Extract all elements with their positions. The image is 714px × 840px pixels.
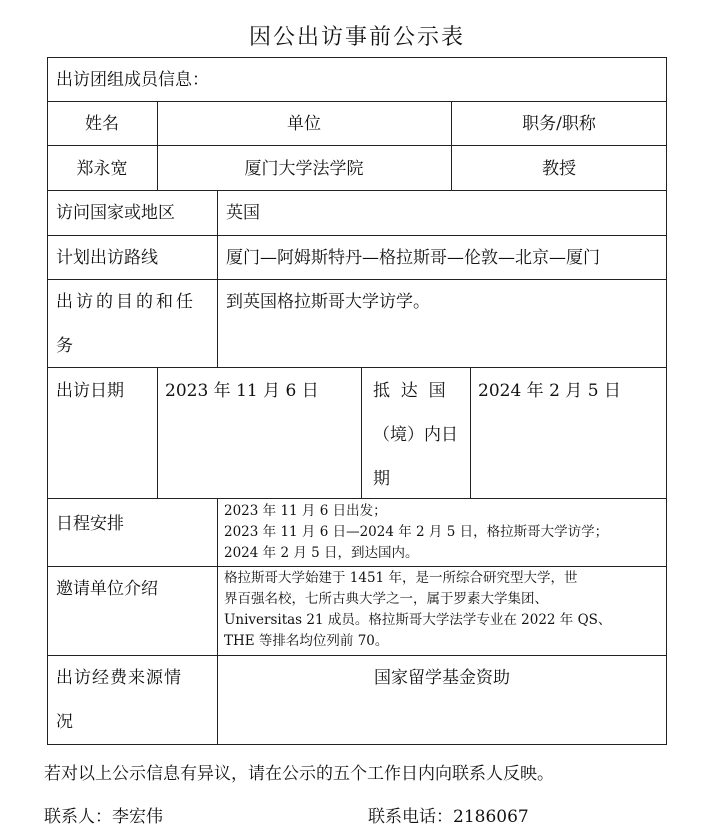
country-value: 英国 bbox=[226, 203, 260, 223]
row-divider bbox=[47, 190, 667, 191]
funding-label-line1: 出访经费来源情 bbox=[56, 668, 182, 688]
objection-notice: 若对以上公示信息有异议，请在公示的五个工作日内向联系人反映。 bbox=[44, 764, 554, 784]
row-divider bbox=[47, 566, 667, 567]
row-divider bbox=[47, 367, 667, 368]
member-title: 教授 bbox=[542, 159, 576, 179]
col-divider bbox=[470, 367, 471, 498]
country-label: 访问国家或地区 bbox=[56, 203, 175, 223]
schedule-line: 2023 年 11 月 6 日—2024 年 2 月 5 日，格拉斯哥大学访学； bbox=[224, 524, 609, 540]
purpose-label-line2: 务 bbox=[56, 336, 73, 356]
schedule-line: 2024 年 2 月 5 日，到达国内。 bbox=[224, 545, 419, 561]
purpose-value: 到英国格拉斯哥大学访学。 bbox=[226, 292, 430, 312]
header-unit: 单位 bbox=[287, 114, 321, 134]
funding-label-line2: 况 bbox=[56, 712, 73, 732]
return-date-label-line3: 期 bbox=[373, 469, 390, 489]
depart-date-label: 出访日期 bbox=[56, 381, 124, 401]
members-heading: 出访团组成员信息： bbox=[56, 70, 209, 90]
row-divider bbox=[47, 101, 667, 102]
funding-value: 国家留学基金资助 bbox=[374, 668, 510, 688]
route-value: 厦门—阿姆斯特丹—格拉斯哥—伦敦—北京—厦门 bbox=[226, 248, 600, 268]
return-date-label-line2: （境）内日 bbox=[373, 425, 458, 445]
depart-date-value: 2023 年 11 月 6 日 bbox=[165, 381, 319, 401]
col-divider bbox=[157, 367, 158, 498]
row-divider bbox=[47, 145, 667, 146]
col-divider bbox=[217, 498, 218, 745]
member-unit: 厦门大学法学院 bbox=[244, 159, 364, 179]
row-divider bbox=[47, 655, 667, 656]
member-name: 郑永宽 bbox=[76, 159, 128, 179]
return-date-label-line1: 抵 达 国 bbox=[373, 381, 446, 401]
page-title: 因公出访事前公示表 bbox=[248, 25, 465, 50]
col-divider bbox=[361, 367, 362, 498]
contact-person: 联系人：李宏伟 bbox=[44, 807, 163, 827]
row-divider bbox=[47, 235, 667, 236]
contact-phone: 联系电话：2186067 bbox=[368, 807, 529, 827]
inviter-line: 界百强名校，七所古典大学之一，属于罗素大学集团、 bbox=[224, 591, 548, 607]
inviter-line: 格拉斯哥大学始建于 1451 年，是一所综合研究型大学，世 bbox=[224, 570, 578, 586]
schedule-label: 日程安排 bbox=[56, 514, 124, 534]
row-divider bbox=[47, 279, 667, 280]
col-divider bbox=[217, 190, 218, 367]
route-label: 计划出访路线 bbox=[56, 248, 158, 268]
return-date-value: 2024 年 2 月 5 日 bbox=[478, 381, 621, 401]
purpose-label-line1: 出访的目的和任 bbox=[56, 292, 196, 312]
inviter-label: 邀请单位介绍 bbox=[56, 579, 158, 599]
inviter-line: THE 等排名均位列前 70。 bbox=[224, 633, 389, 649]
header-name: 姓名 bbox=[85, 114, 119, 134]
inviter-line: Universitas 21 成员。格拉斯哥大学法学专业在 2022 年 QS、 bbox=[224, 612, 612, 628]
row-divider bbox=[47, 498, 667, 499]
schedule-line: 2023 年 11 月 6 日出发； bbox=[224, 503, 387, 519]
header-title: 职务/职称 bbox=[522, 114, 596, 134]
